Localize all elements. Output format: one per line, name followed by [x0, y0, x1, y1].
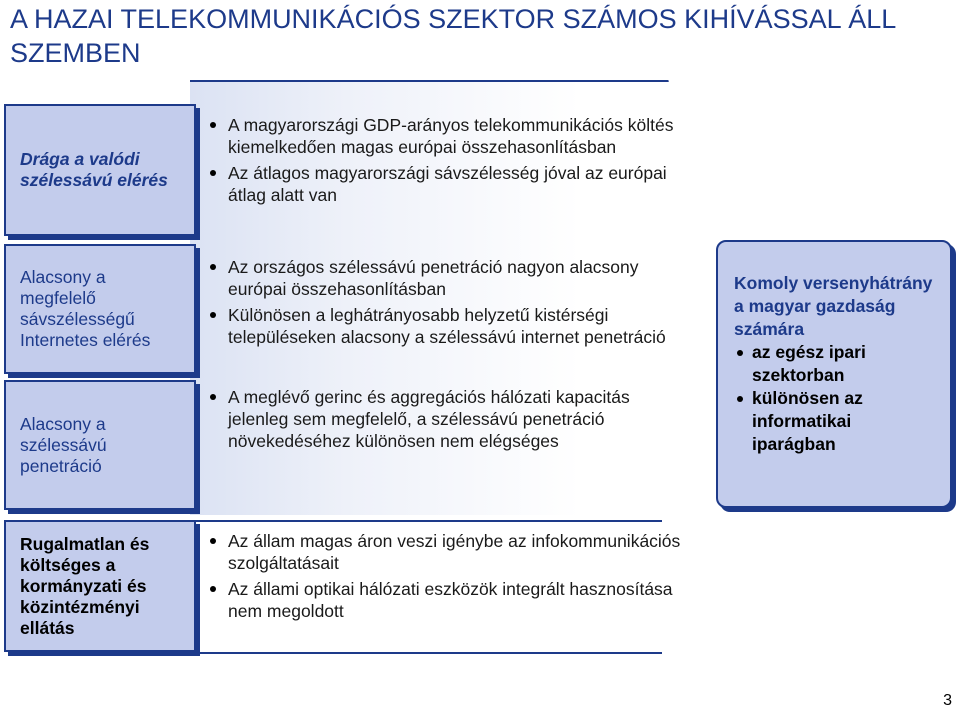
row-label-government-supply: Rugalmatlan és költséges a kormányzati és közintézményi ellátás	[4, 520, 196, 652]
callout-list	[734, 341, 938, 456]
bullet-list-row-2	[208, 256, 668, 352]
row-label-low-penetration: Alacsony a szélessávú penetráció	[4, 380, 196, 510]
bullet-item: A magyarországi GDP-arányos telekommunikációs költés kiemelkedően magas európai összehasonlításban	[208, 114, 678, 158]
bullet-list-row-1	[208, 114, 678, 210]
callout-item: az egész ipari szektorban	[734, 341, 938, 387]
bullet-item: Az állam magas áron veszi igénybe az infokommunikációs szolgáltatásait	[208, 530, 688, 574]
bullet-item: Az országos szélessávú penetráció nagyon alacsony európai összehasonlításban	[208, 256, 668, 300]
bullet-item: A meglévő gerinc és aggregációs hálózati kapacitás jelenleg sem megfelelő, a szélessávú penetráció növekedéséhez különösen nem elégséges	[208, 386, 648, 452]
conclusion-callout	[716, 240, 952, 508]
bullet-list-row-3	[208, 386, 648, 456]
page-number: 3	[943, 692, 952, 709]
page-title: A HAZAI TELEKOMMUNIKÁCIÓS SZEKTOR SZÁMOS KIHÍVÁSSAL ÁLL SZEMBEN	[10, 4, 896, 68]
bullet-item: Különösen a leghátrányosabb helyzetű kistérségi településeken alacsony a szélessávú internet penetráció	[208, 304, 668, 348]
bullet-list-row-4	[208, 530, 688, 626]
divider-bottom	[190, 652, 662, 654]
callout-heading: Komoly versenyhátrány a magyar gazdaság számára	[734, 273, 933, 339]
row-label-expensive-broadband: Drága a valódi szélessávú elérés	[4, 104, 196, 236]
bullet-item: Az állami optikai hálózati eszközök integrált hasznosítása nem megoldott	[208, 578, 688, 622]
bullet-item: Az átlagos magyarországi sávszélesség jóval az európai átlag alatt van	[208, 162, 678, 206]
row-label-low-bandwidth-access: Alacsony a megfelelő sávszélességű Internetes elérés	[4, 244, 196, 374]
divider-top	[190, 520, 662, 522]
callout-item: különösen az informatikai iparágban	[734, 387, 938, 456]
